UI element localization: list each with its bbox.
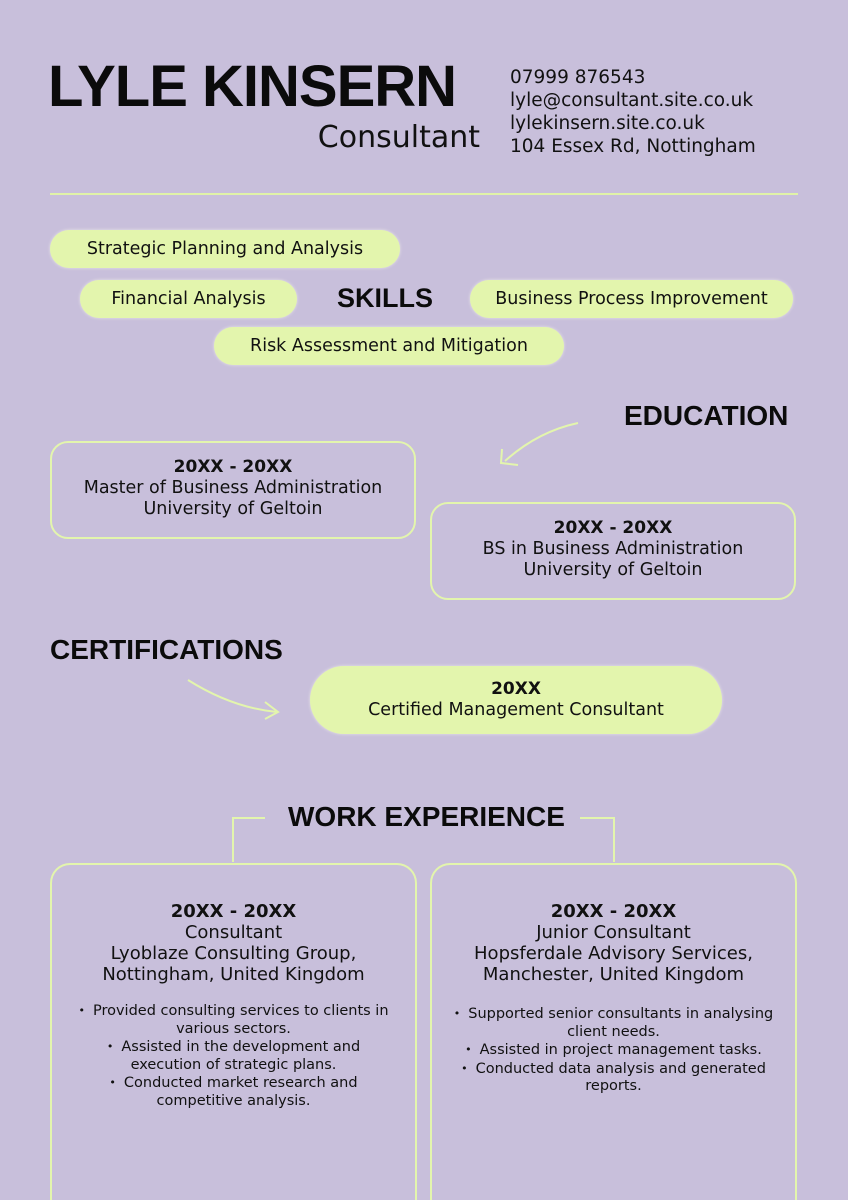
certification-year: 20XX xyxy=(491,679,541,699)
work-company: Lyoblaze Consulting Group, xyxy=(110,943,357,964)
work-entry xyxy=(50,863,417,1200)
certifications-heading: CERTIFICATIONS xyxy=(50,634,283,665)
education-heading: EDUCATION xyxy=(624,400,789,431)
education-school: University of Geltoin xyxy=(523,560,703,580)
skill-pill: Business Process Improvement xyxy=(470,280,793,318)
work-heading: WORK EXPERIENCE xyxy=(288,801,565,832)
work-bullets xyxy=(454,1005,774,1096)
work-bullet: • Supported senior consultants in analysing client needs. xyxy=(454,1005,774,1041)
work-title: Junior Consultant xyxy=(536,922,691,943)
education-years: 20XX - 20XX xyxy=(173,457,293,477)
work-years: 20XX - 20XX xyxy=(170,901,297,922)
contact-email: lyle@consultant.site.co.uk xyxy=(510,90,754,111)
education-degree: Master of Business Administration xyxy=(83,478,383,498)
work-bullet: • Conducted market research and competitive analysis. xyxy=(74,1074,394,1110)
skill-pill: Risk Assessment and Mitigation xyxy=(214,327,564,365)
contact-phone: 07999 876543 xyxy=(510,67,646,88)
work-bullet: • Conducted data analysis and generated reports. xyxy=(454,1060,774,1096)
skills-heading: SKILLS xyxy=(337,283,434,313)
work-bullet: • Assisted in the development and execution of strategic plans. xyxy=(74,1038,394,1074)
work-company: Hopsferdale Advisory Services, xyxy=(474,943,753,964)
skill-pill: Strategic Planning and Analysis xyxy=(50,230,400,268)
contact-website: lylekinsern.site.co.uk xyxy=(510,113,705,134)
education-school: University of Geltoin xyxy=(143,499,323,519)
candidate-name: LYLE KINSERN xyxy=(48,54,457,119)
work-title: Consultant xyxy=(184,922,283,943)
candidate-role: Consultant xyxy=(317,120,480,155)
education-years: 20XX - 20XX xyxy=(553,518,673,538)
work-entry xyxy=(430,863,797,1200)
certification-title: Certified Management Consultant xyxy=(368,700,664,720)
work-location: Nottingham, United Kingdom xyxy=(102,964,365,985)
work-bullet: • Assisted in project management tasks. xyxy=(454,1041,774,1060)
work-years: 20XX - 20XX xyxy=(550,901,677,922)
education-degree: BS in Business Administration xyxy=(482,539,744,559)
work-location: Manchester, United Kingdom xyxy=(482,964,745,985)
work-bullet: • Provided consulting services to clients in various sectors. xyxy=(74,1002,394,1038)
skill-pill: Financial Analysis xyxy=(80,280,297,318)
contact-address: 104 Essex Rd, Nottingham xyxy=(510,136,756,157)
work-bullets xyxy=(74,1002,394,1110)
